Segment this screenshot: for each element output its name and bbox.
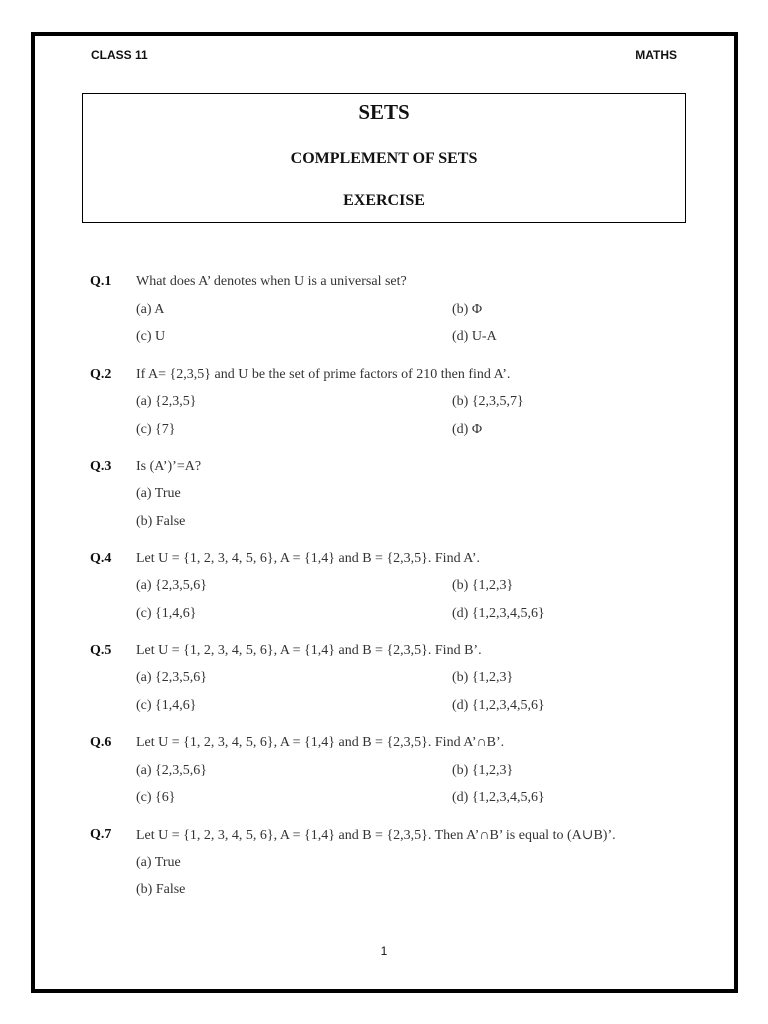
option-a: (a) True [136, 486, 181, 501]
option-c: (c) U [136, 329, 166, 344]
question-text: If A= {2,3,5} and U be the set of prime factors of 210 then find A’. [136, 367, 511, 382]
page-number: 1 [380, 944, 388, 958]
option-d: (d) {1,2,3,4,5,6} [452, 606, 545, 621]
option-a: (a) {2,3,5,6} [136, 763, 207, 778]
question-number: Q.4 [90, 551, 112, 566]
question-text: Let U = {1, 2, 3, 4, 5, 6}, A = {1,4} and B = {2,3,5}. Find A’. [136, 551, 481, 566]
page-title: SETS [358, 100, 410, 124]
option-d: (d) Φ [452, 422, 483, 437]
option-c: (c) {6} [136, 790, 176, 805]
class-label: CLASS 11 [91, 48, 148, 62]
question-number: Q.3 [90, 459, 112, 474]
option-a: (a) {2,3,5,6} [136, 578, 207, 593]
subject-label: MATHS [635, 48, 677, 62]
option-a: (a) {2,3,5,6} [136, 670, 207, 685]
section-heading: EXERCISE [343, 192, 425, 209]
page-subtitle: COMPLEMENT OF SETS [290, 150, 478, 167]
question-number: Q.5 [90, 643, 112, 658]
question-text: Is (A’)’=A? [136, 459, 202, 474]
question-text: Let U = {1, 2, 3, 4, 5, 6}, A = {1,4} and B = {2,3,5}. Find A’∩B’. [136, 735, 505, 750]
option-b: (b) {1,2,3} [452, 763, 514, 778]
option-b: (b) False [136, 514, 186, 529]
option-b: (b) False [136, 882, 186, 897]
question-text: What does A’ denotes when U is a universal set? [136, 274, 407, 289]
option-a: (a) A [136, 302, 165, 317]
question-number: Q.1 [90, 274, 112, 289]
option-c: (c) {1,4,6} [136, 698, 197, 713]
question-text: Let U = {1, 2, 3, 4, 5, 6}, A = {1,4} and B = {2,3,5}. Then A’∩B’ is equal to (A∪B)’. [136, 828, 616, 843]
option-b: (b) Φ [452, 302, 483, 317]
option-a: (a) {2,3,5} [136, 394, 197, 409]
option-c: (c) {1,4,6} [136, 606, 197, 621]
option-d: (d) {1,2,3,4,5,6} [452, 790, 545, 805]
question-number: Q.7 [90, 827, 112, 842]
question-number: Q.2 [90, 367, 112, 382]
option-b: (b) {1,2,3} [452, 578, 514, 593]
option-b: (b) {2,3,5,7} [452, 394, 524, 409]
question-number: Q.6 [90, 735, 112, 750]
title-box [82, 93, 686, 223]
option-b: (b) {1,2,3} [452, 670, 514, 685]
option-c: (c) {7} [136, 422, 176, 437]
option-a: (a) True [136, 855, 181, 870]
question-text: Let U = {1, 2, 3, 4, 5, 6}, A = {1,4} and B = {2,3,5}. Find B’. [136, 643, 482, 658]
option-d: (d) {1,2,3,4,5,6} [452, 698, 545, 713]
option-d: (d) U-A [452, 329, 497, 344]
